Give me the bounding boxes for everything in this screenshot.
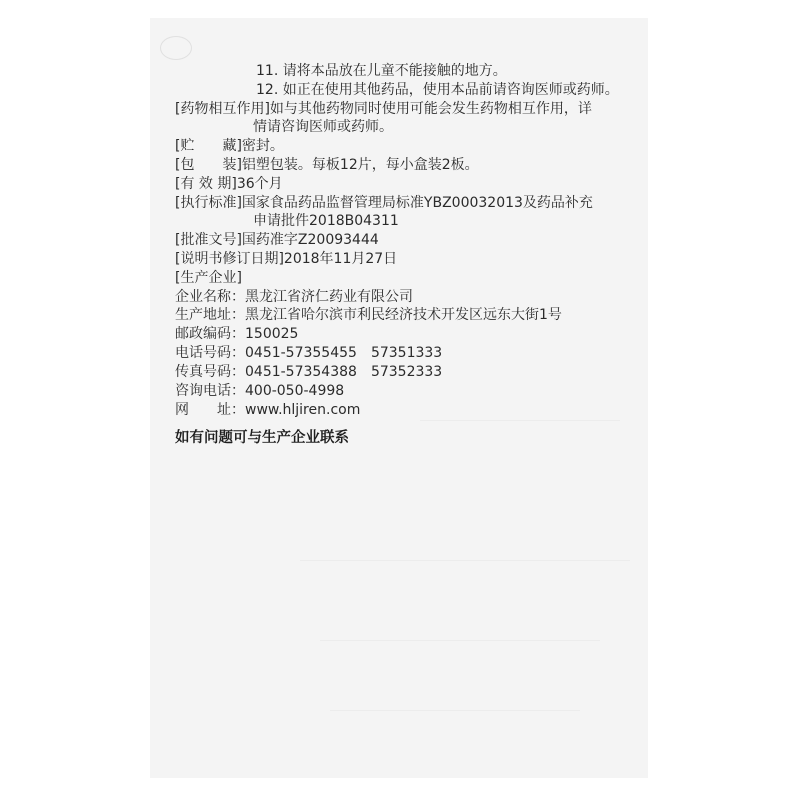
- manufacturer-website: 网 址：www.hljiren.com: [175, 402, 361, 418]
- revision-date: [说明书修订日期]2018年11月27日: [175, 251, 398, 267]
- show-through-line: [320, 640, 600, 641]
- interactions-line-2: 情请咨询医师或药师。: [253, 119, 393, 135]
- manufacturer-heading: [生产企业]: [175, 270, 242, 286]
- show-through-line: [330, 710, 580, 711]
- precaution-11: 11. 请将本品放在儿童不能接触的地方。: [256, 63, 507, 79]
- approval-number: [批准文号]国药准字Z20093444: [175, 232, 379, 248]
- storage: [贮 藏]密封。: [175, 138, 284, 154]
- standard-line-1: [执行标准]国家食品药品监督管理局标准YBZ00032013及药品补充: [175, 195, 593, 211]
- faint-seal-mark: [160, 36, 192, 60]
- contact-note: 如有问题可与生产企业联系: [175, 430, 349, 446]
- packaging: [包 装]铝塑包装。每板12片，每小盒装2板。: [175, 157, 479, 173]
- show-through-line: [420, 420, 620, 421]
- show-through-line: [300, 560, 630, 561]
- manufacturer-name: 企业名称：黑龙江省济仁药业有限公司: [175, 289, 413, 305]
- precaution-12: 12. 如正在使用其他药品，使用本品前请咨询医师或药师。: [256, 82, 619, 98]
- manufacturer-postcode: 邮政编码：150025: [175, 326, 299, 342]
- interactions-line-1: [药物相互作用]如与其他药物同时使用可能会发生药物相互作用，详: [175, 101, 592, 117]
- validity: [有 效 期]36个月: [175, 176, 283, 192]
- manufacturer-fax: 传真号码：0451-57354388 57352333: [175, 364, 443, 380]
- standard-line-2: 申请批件2018B04311: [253, 213, 399, 229]
- manufacturer-phone: 电话号码：0451-57355455 57351333: [175, 345, 443, 361]
- manufacturer-address: 生产地址：黑龙江省哈尔滨市利民经济技术开发区远东大街1号: [175, 307, 562, 323]
- manufacturer-hotline: 咨询电话：400-050-4998: [175, 383, 345, 399]
